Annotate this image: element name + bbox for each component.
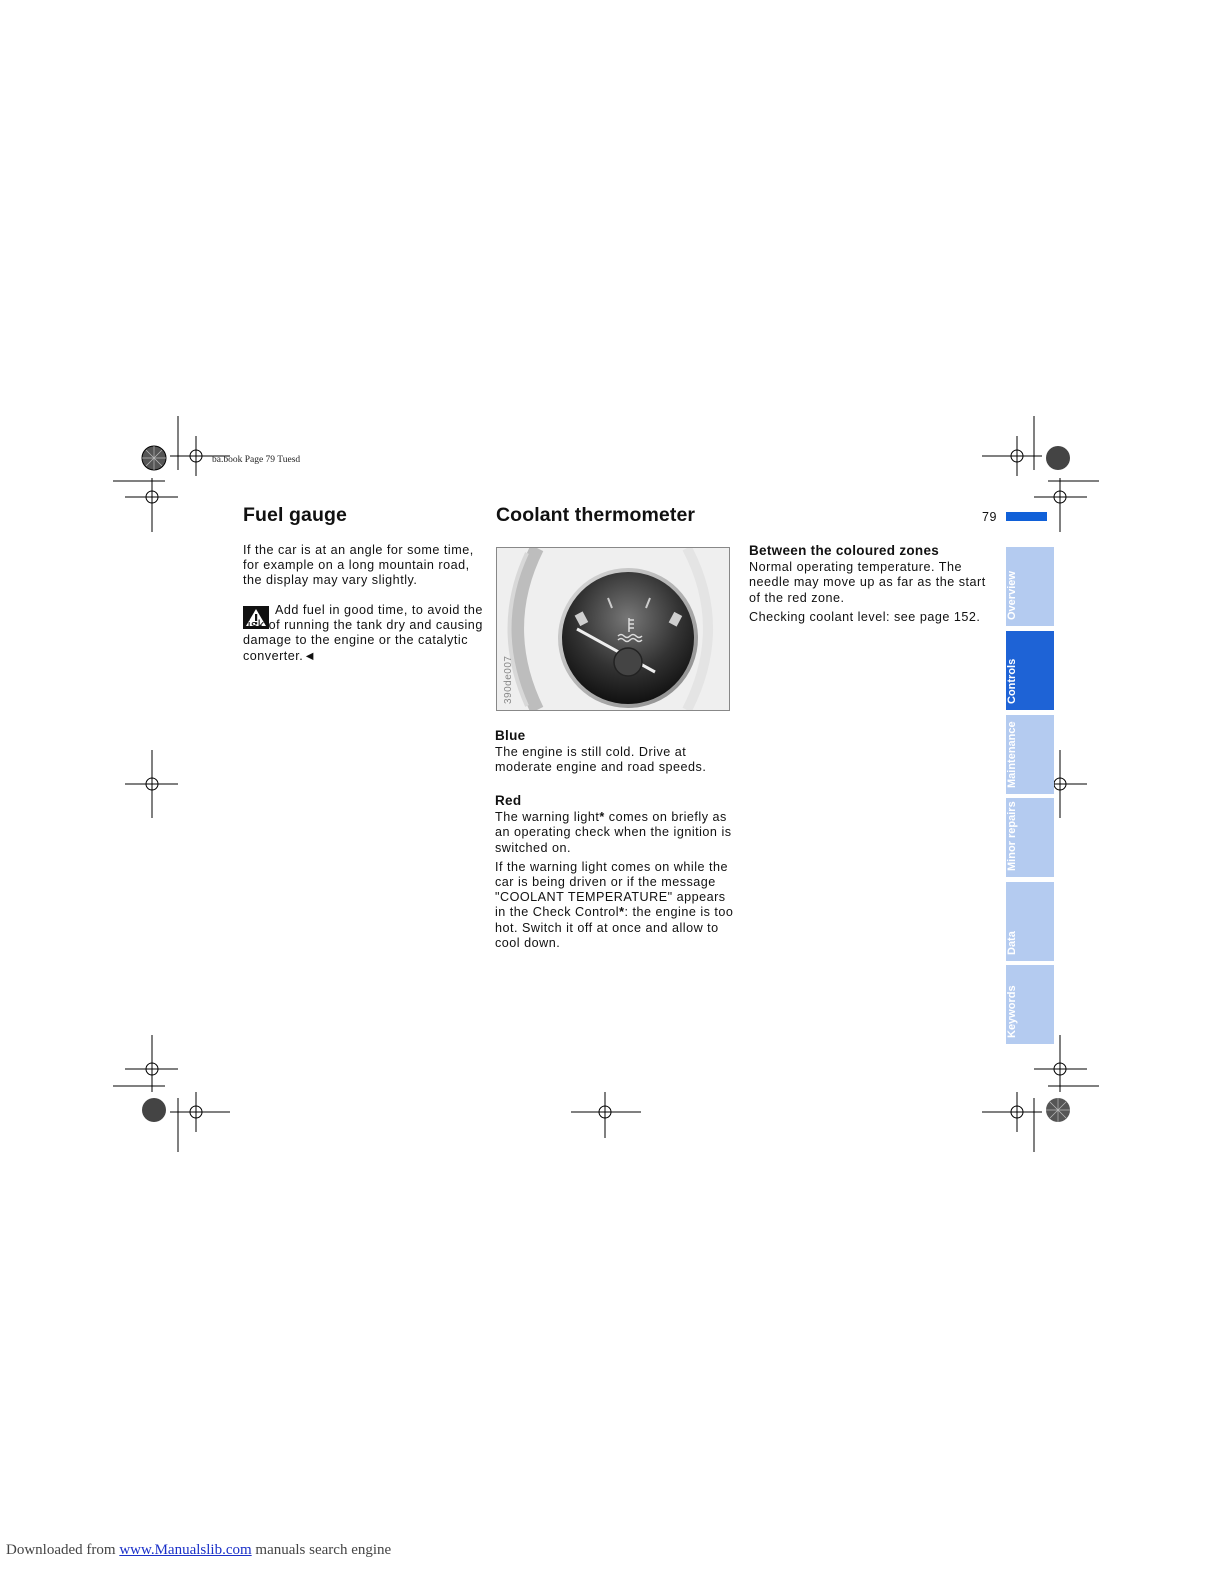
footer-suffix: manuals search engine bbox=[251, 1542, 392, 1558]
tab-controls[interactable] bbox=[1006, 631, 1054, 710]
tab-minor-repairs-label: Minor repairs bbox=[1006, 801, 1018, 871]
red-text-2a: If the warning light comes on while the car is being driven or if the message "COOLANT TEMPERATURE" appears in the Check Control bbox=[495, 859, 729, 920]
blue-text: The engine is still cold. Drive at moderate engine and road speeds. bbox=[495, 745, 707, 775]
tab-maintenance-label: Maintenance bbox=[1006, 721, 1018, 788]
tab-overview[interactable] bbox=[1006, 547, 1054, 626]
tab-data[interactable] bbox=[1006, 882, 1054, 961]
end-mark: ◄ bbox=[303, 648, 317, 663]
red-text-1b: comes on briefly as an operating check when the ignition is switched on. bbox=[495, 810, 732, 855]
fuel-gauge-text bbox=[243, 543, 483, 593]
footer bbox=[6, 1542, 391, 1559]
tab-overview-label: Overview bbox=[1006, 571, 1018, 620]
fuel-warning-text: Add fuel in good time, to avoid the risk of running the tank dry and causing damage to the engine or the catalytic converter. bbox=[243, 603, 483, 663]
tab-data-label: Data bbox=[1006, 931, 1018, 955]
page-number: 79 bbox=[982, 510, 997, 524]
figure-code: 390de007 bbox=[503, 655, 514, 704]
tab-minor-repairs[interactable] bbox=[1006, 798, 1054, 877]
asterisk-2: * bbox=[619, 905, 625, 920]
red-text-1a: The warning light bbox=[495, 810, 600, 825]
blue-heading: Blue bbox=[495, 728, 526, 743]
book-tag: ba.book Page 79 Tuesd bbox=[212, 455, 301, 465]
footer-link[interactable]: www.Manualslib.com bbox=[119, 1542, 252, 1558]
red-text-1 bbox=[495, 810, 737, 856]
red-text-2b: : the engine is too hot. Switch it off at once and allow to cool down. bbox=[495, 905, 734, 950]
tab-maintenance[interactable] bbox=[1006, 715, 1054, 794]
red-heading: Red bbox=[495, 793, 522, 808]
coolant-gauge-illustration bbox=[497, 548, 729, 710]
coolant-gauge-figure bbox=[496, 547, 730, 711]
page-number-bar bbox=[1006, 512, 1047, 521]
between-section bbox=[749, 543, 991, 629]
between-text-1: Normal operating temperature. The needle may move up as far as the start of the red zone. bbox=[749, 560, 986, 605]
asterisk-1: * bbox=[599, 810, 605, 825]
between-heading: Between the coloured zones bbox=[749, 543, 940, 558]
red-text-2 bbox=[495, 860, 737, 951]
footer-prefix: Downloaded from bbox=[6, 1542, 120, 1558]
between-text-2: Checking coolant level: see page 152. bbox=[749, 609, 981, 624]
coolant-title: Coolant thermometer bbox=[496, 504, 696, 526]
fuel-gauge-paragraph: If the car is at an angle for some time, for example on a long mountain road, the display may vary slightly. bbox=[243, 543, 474, 588]
tab-controls-label: Controls bbox=[1006, 658, 1018, 704]
blue-section bbox=[495, 728, 735, 780]
red-section bbox=[495, 793, 737, 955]
fuel-warning bbox=[243, 603, 485, 664]
fuel-gauge-title: Fuel gauge bbox=[243, 504, 347, 526]
tab-keywords[interactable] bbox=[1006, 965, 1054, 1044]
tab-keywords-label: Keywords bbox=[1006, 985, 1018, 1038]
